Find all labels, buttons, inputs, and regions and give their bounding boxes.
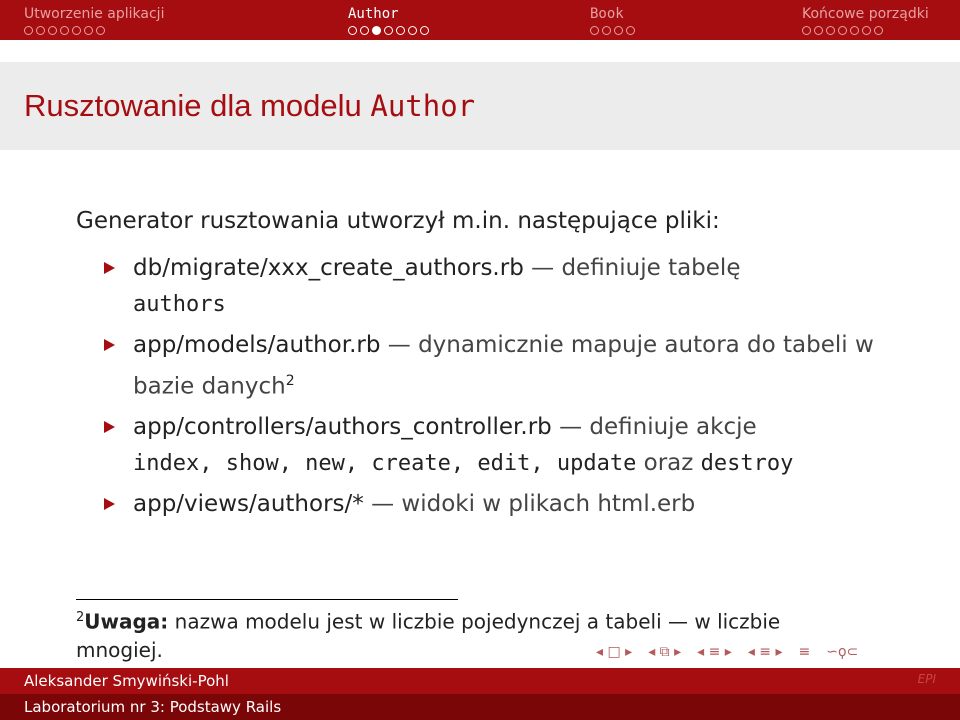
action-destroy-code: destroy xyxy=(700,450,794,476)
nav-dot-icon[interactable] xyxy=(826,26,835,35)
nav-dot-icon[interactable] xyxy=(60,26,69,35)
footer-author: Aleksander Smywiński-Pohl xyxy=(24,672,229,690)
nav-section-dots xyxy=(802,26,929,35)
nav-section-utworzenie-aplikacji[interactable] xyxy=(24,6,164,35)
file-name: app/models/author.rb xyxy=(133,332,381,358)
dash: — xyxy=(551,413,590,440)
footnote-number: 2 xyxy=(76,610,85,625)
connector-text: oraz xyxy=(636,449,701,476)
nav-dot-icon[interactable] xyxy=(626,26,635,35)
nav-section-dots xyxy=(348,26,429,35)
dash: — xyxy=(523,255,562,281)
nav-dot-icon[interactable] xyxy=(838,26,847,35)
file-name: app/views/authors/* xyxy=(133,490,364,517)
footnote-label: Uwaga: xyxy=(84,609,169,634)
footer-author-bar xyxy=(0,668,960,694)
dash: — xyxy=(363,490,402,517)
nav-dot-icon[interactable] xyxy=(850,26,859,35)
intro-text: Generator rusztowania utworzył m.in. następujące pliki: xyxy=(76,208,720,234)
nav-dot-icon[interactable] xyxy=(360,26,369,35)
subsection-nav-icon[interactable]: ◂ ⧉ ▸ xyxy=(648,644,682,660)
nav-dot-icon[interactable] xyxy=(420,26,429,35)
footer-title-bar xyxy=(0,694,960,720)
nav-dot-icon[interactable] xyxy=(36,26,45,35)
footer-lab-title: Laboratorium nr 3: Podstawy Rails xyxy=(24,698,282,716)
footnote-text: nazwa modelu jest w liczbie pojedynczej a tabeli — w liczbie mnogiej. xyxy=(76,609,781,662)
file-name: db/migrate/xxx_create_authors.rb xyxy=(133,255,524,281)
nav-dot-icon[interactable] xyxy=(602,26,611,35)
file-list xyxy=(76,250,916,522)
nav-section-author[interactable] xyxy=(348,6,429,35)
nav-section-dots xyxy=(24,26,164,35)
nav-section-book[interactable] xyxy=(590,6,635,35)
frame-title xyxy=(24,88,475,124)
table-name-code: authors xyxy=(133,292,226,317)
nav-dot-icon[interactable] xyxy=(614,26,623,35)
nav-section-dots xyxy=(590,26,635,35)
nav-dot-icon[interactable] xyxy=(814,26,823,35)
footnote-rule xyxy=(76,599,458,600)
list-item xyxy=(76,327,916,405)
logo: EPI xyxy=(917,672,936,686)
frame-title-code: Author xyxy=(370,89,476,123)
nav-dot-icon[interactable] xyxy=(862,26,871,35)
file-name: app/controllers/authors_controller.rb xyxy=(133,413,552,440)
nav-section-title[interactable]: Author xyxy=(348,6,399,22)
list-item xyxy=(76,250,916,323)
nav-section-title[interactable]: Końcowe porządki xyxy=(802,6,929,22)
nav-dot-icon[interactable] xyxy=(874,26,883,35)
file-description: dynamicznie mapuje autora do tabeli w bazie danych xyxy=(133,332,874,400)
footnote-marker[interactable]: 2 xyxy=(285,373,295,389)
frame-nav-icon[interactable]: ◂ □ ▸ xyxy=(596,644,633,660)
triangle-bullet-icon xyxy=(104,421,115,433)
nav-dot-icon[interactable] xyxy=(802,26,811,35)
nav-section-koncowe-porzadki[interactable] xyxy=(802,6,929,35)
nav-dot-icon[interactable] xyxy=(48,26,57,35)
slide-content xyxy=(76,206,916,526)
nav-dot-icon[interactable] xyxy=(96,26,105,35)
nav-dot-icon[interactable] xyxy=(84,26,93,35)
frame-title-band xyxy=(0,62,960,150)
nav-dot-icon[interactable] xyxy=(408,26,417,35)
toc-nav-icon[interactable]: ≡ xyxy=(798,644,811,660)
nav-dot-icon[interactable] xyxy=(396,26,405,35)
search-back-forward-icon[interactable]: ∽ϙ⊂ xyxy=(826,644,859,660)
triangle-bullet-icon xyxy=(104,339,115,351)
section-navigation-bar xyxy=(0,0,960,40)
dash: — xyxy=(380,332,419,358)
nav-dot-icon[interactable] xyxy=(348,26,357,35)
nav-section-title[interactable]: Book xyxy=(590,6,624,22)
list-item xyxy=(76,409,916,482)
list-item xyxy=(76,486,916,522)
nav-dot-icon[interactable] xyxy=(72,26,81,35)
actions-code: index, show, new, create, edit, update xyxy=(133,450,637,476)
file-description: widoki w plikach html.erb xyxy=(401,490,696,517)
nav-dot-icon[interactable] xyxy=(372,26,381,35)
nav-dot-icon[interactable] xyxy=(384,26,393,35)
file-description: definiuje akcje xyxy=(589,413,757,440)
triangle-bullet-icon xyxy=(104,498,115,510)
nav-dot-icon[interactable] xyxy=(24,26,33,35)
frame-title-text: Rusztowanie dla modelu xyxy=(24,88,371,123)
beamer-navigation-symbols xyxy=(596,644,858,660)
triangle-bullet-icon xyxy=(104,262,115,274)
nav-dot-icon[interactable] xyxy=(590,26,599,35)
file-description: definiuje tabelę xyxy=(561,255,741,281)
nav-section-title[interactable]: Utworzenie aplikacji xyxy=(24,6,165,22)
subsection-list-nav-icon[interactable]: ◂ ≡ ▸ xyxy=(747,644,783,660)
section-nav-icon[interactable]: ◂ ≡ ▸ xyxy=(697,644,732,660)
